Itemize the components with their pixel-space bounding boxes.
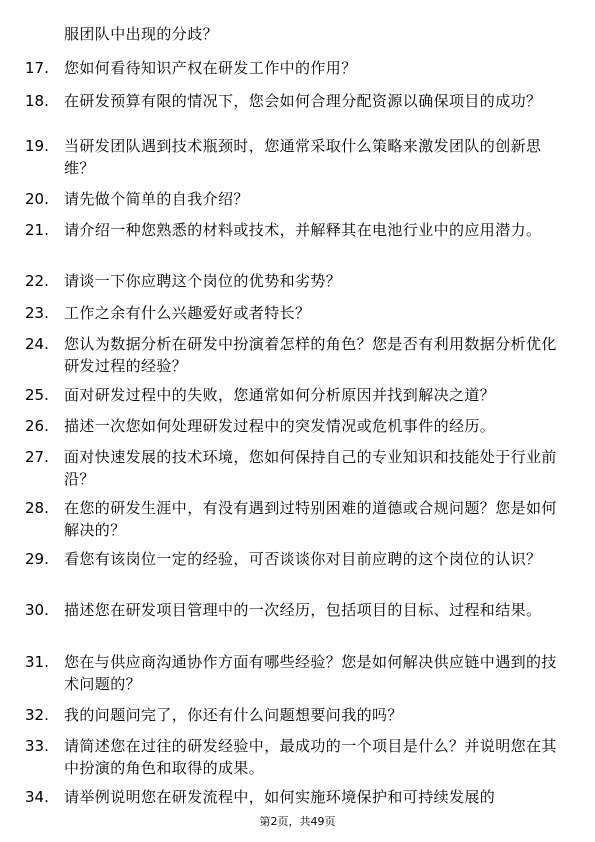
question-text: 请简述您在过往的研发经验中，最成功的一个项目是什么？并说明您在其中扮演的角色和取得的成果。 xyxy=(64,737,557,777)
question-number: 20. xyxy=(25,190,49,208)
question-number: 32. xyxy=(25,706,49,724)
question-text: 描述您在研发项目管理中的一次经历，包括项目的目标、过程和结果。 xyxy=(64,601,542,619)
question-number: 30. xyxy=(25,601,49,619)
question-text: 在您的研发生涯中，有没有遇到过特别困难的道德或合规问题？您是如何解决的？ xyxy=(64,499,557,539)
question-number: 34. xyxy=(25,788,49,806)
question-text: 您如何看待知识产权在研发工作中的作用？ xyxy=(64,59,357,77)
question-number: 29. xyxy=(25,550,49,568)
question-text: 请举例说明您在研发流程中，如何实施环境保护和可持续发展的 xyxy=(64,788,496,806)
question-number: 23. xyxy=(25,304,49,322)
question-text: 当研发团队遇到技术瓶颈时，您通常采取什么策略来激发团队的创新思维？ xyxy=(64,137,542,177)
question-number: 28. xyxy=(25,499,49,517)
question-text: 在研发预算有限的情况下，您会如何合理分配资源以确保项目的成功？ xyxy=(64,92,542,110)
question-text: 您认为数据分析在研发中扮演着怎样的角色？您是否有利用数据分析优化研发过程的经验？ xyxy=(64,335,557,375)
question-number: 18. xyxy=(25,92,49,110)
question-text: 我的问题问完了，你还有什么问题想要问我的吗？ xyxy=(64,706,403,724)
question-text: 面对快速发展的技术环境，您如何保持自己的专业知识和技能处于行业前沿？ xyxy=(64,448,557,488)
question-text: 描述一次您如何处理研发过程中的突发情况或危机事件的经历。 xyxy=(64,417,496,435)
question-text: 工作之余有什么兴趣爱好或者特长？ xyxy=(64,304,311,322)
question-text: 请先做个简单的自我介绍？ xyxy=(64,190,249,208)
question-number: 24. xyxy=(25,335,49,353)
question-text: 您在与供应商沟通协作方面有哪些经验？您是如何解决供应链中遇到的技术问题的？ xyxy=(64,653,557,693)
question-text: 请介绍一种您熟悉的材料或技术，并解释其在电池行业中的应用潜力。 xyxy=(64,221,542,239)
question-text: 请谈一下你应聘这个岗位的优势和劣势？ xyxy=(64,272,342,290)
question-number: 19. xyxy=(25,137,49,155)
question-text: 看您有该岗位一定的经验，可否谈谈你对目前应聘的这个岗位的认识？ xyxy=(64,550,542,568)
question-number: 33. xyxy=(25,737,49,755)
question-number: 21. xyxy=(25,221,49,239)
question-text: 面对研发过程中的失败，您通常如何分析原因并找到解决之道？ xyxy=(64,386,496,404)
question-number: 22. xyxy=(25,272,49,290)
question-number: 31. xyxy=(25,653,49,671)
question-number: 25. xyxy=(25,386,49,404)
continued-question-text: 服团队中出现的分歧？ xyxy=(64,25,219,43)
page-footer: 第2页，共49页 xyxy=(259,815,336,828)
question-number: 27. xyxy=(25,448,49,466)
question-number: 26. xyxy=(25,417,49,435)
question-number: 17. xyxy=(25,59,49,77)
